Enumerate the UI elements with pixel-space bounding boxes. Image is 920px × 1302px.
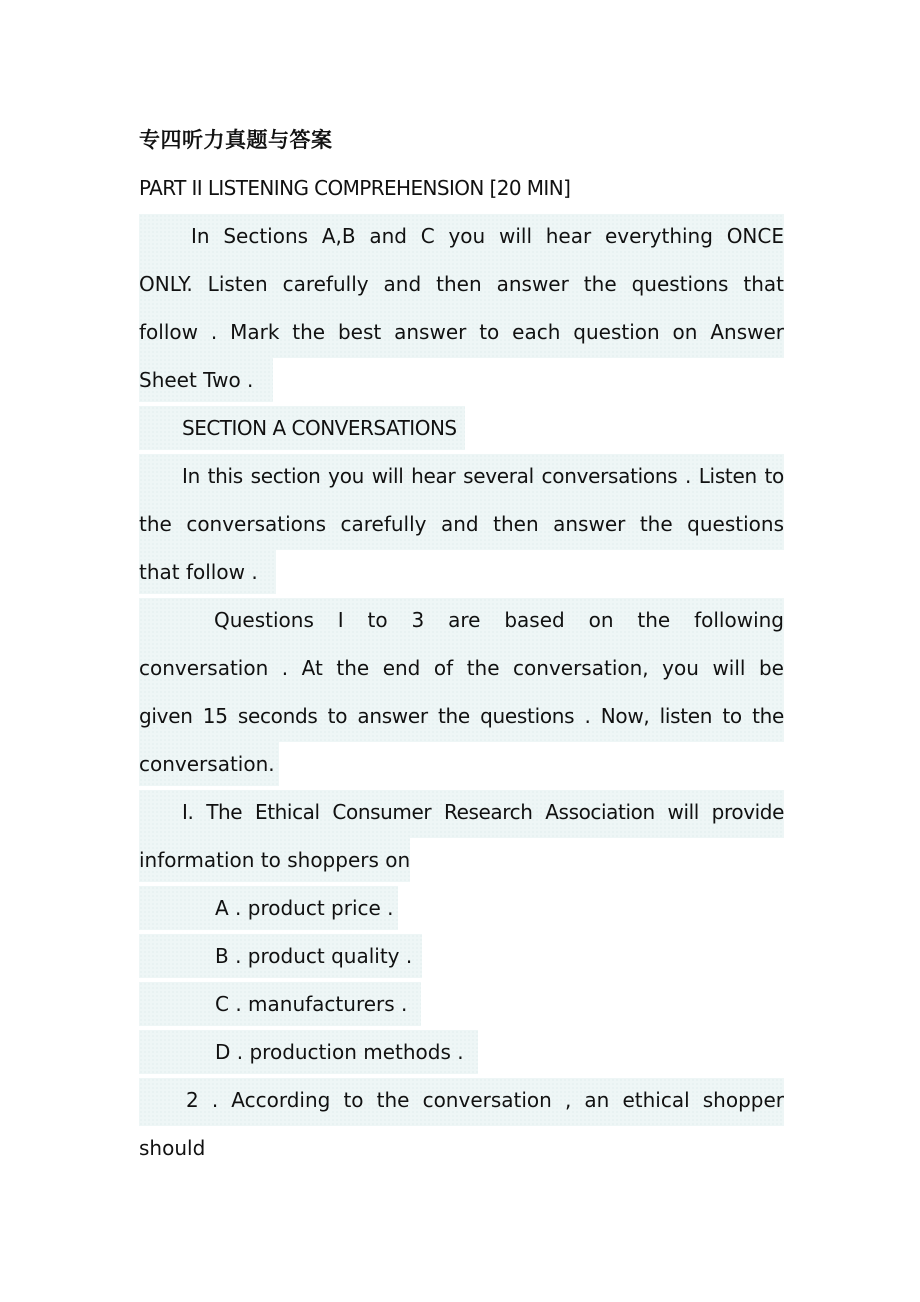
instructions-line-2 [139,262,784,310]
conv-intro-line-1 [139,598,784,646]
section-a-heading: SECTION A CONVERSATIONS [139,406,465,450]
question-1-option-b-line [139,934,784,982]
question-2-stem-1: 2 . According to the conversation , an ethical shopper [186,1088,784,1112]
instructions-line-1 [139,214,784,262]
section-a-heading-line [139,406,784,454]
conv-intro-text-1: Questions I to 3 are based on the following [214,608,784,632]
instructions-line-4 [139,358,784,406]
document-page [139,118,784,1174]
conv-intro-text-4: conversation. [139,742,279,786]
question-1-stem-1: I. The Ethical Consumer Research Association will provide [182,800,784,824]
question-1-option-d-line [139,1030,784,1078]
question-2-line-1 [139,1078,784,1126]
question-1-line-2 [139,838,784,886]
instructions-text-4: Sheet Two . [139,358,273,402]
question-1-option-c: C . manufacturers . [139,982,421,1026]
section-a-intro-line-1 [139,454,784,502]
part-heading: PART II LISTENING COMPREHENSION [20 MIN] [139,176,571,200]
instructions-text-1: In Sections A,B and C you will hear everything ONCE [191,224,784,248]
question-1-option-a: A . product price . [139,886,398,930]
question-1-option-a-line [139,886,784,934]
instructions-text-3: follow . Mark the best answer to each question on Answer [139,320,784,344]
section-a-intro-line-2 [139,502,784,550]
conv-intro-line-4 [139,742,784,790]
question-1-line-1 [139,790,784,838]
section-a-intro-line-3 [139,550,784,598]
section-a-intro-text-2: the conversations carefully and then answer the questions [139,512,784,536]
conv-intro-text-3: given 15 seconds to answer the questions . Now, listen to the [139,704,784,728]
conv-intro-text-2: conversation . At the end of the conversation, you will be [139,656,784,680]
question-1-option-d: D . production methods . [139,1030,478,1074]
conv-intro-line-3 [139,694,784,742]
section-a-intro-text-1: In this section you will hear several conversations . Listen to [182,464,784,488]
question-1-option-c-line [139,982,784,1030]
instructions-line-3 [139,310,784,358]
question-2-line-2 [139,1126,784,1174]
question-2-stem-2: should [139,1136,206,1160]
question-1-stem-2: information to shoppers on [139,838,410,882]
instructions-text-2: ONLY. Listen carefully and then answer the questions that [139,272,784,296]
document-title: 专四听力真题与答案 [139,128,333,152]
section-a-intro-text-3: that follow . [139,550,276,594]
question-1-option-b: B . product quality . [139,934,422,978]
conv-intro-line-2 [139,646,784,694]
